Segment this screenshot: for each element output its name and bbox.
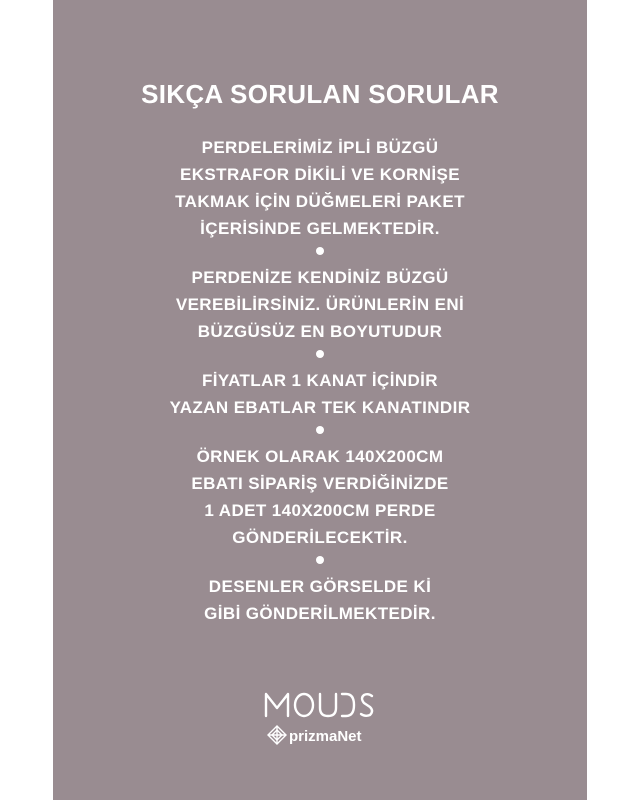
sub-brand-label: prizmaNet [289, 728, 362, 745]
bullet-separator [53, 421, 587, 439]
faq-line: 1 ADET 140X200CM PERDE [204, 501, 436, 520]
bullet-separator [53, 345, 587, 363]
bullet-dot-icon [316, 350, 324, 358]
faq-line: GİBİ GÖNDERİLMEKTEDİR. [204, 604, 436, 623]
faq-line: VEREBİLİRSİNİZ. ÜRÜNLERİN ENİ [175, 295, 465, 314]
brand-logo [53, 686, 587, 762]
faq-line: PERDENİZE KENDİNİZ BÜZGÜ [191, 268, 449, 287]
faq-line: FİYATLAR 1 KANAT İÇİNDİR [202, 371, 438, 390]
faq-item [53, 443, 587, 551]
faq-line: TAKMAK İÇİN DÜĞMELERİ PAKET [175, 192, 465, 211]
prizmanet-icon [268, 726, 286, 744]
faq-line: GÖNDERİLECEKTİR. [232, 528, 408, 547]
page-title: SIKÇA SORULAN SORULAR [141, 79, 499, 109]
faq-item [53, 264, 587, 345]
faq-item [53, 573, 587, 627]
faq-line: DESENLER GÖRSELDE Kİ [208, 577, 432, 596]
faq-line: EKSTRAFOR DİKİLİ VE KORNİŞE [180, 165, 460, 184]
faq-list [53, 134, 587, 627]
faq-line: ÖRNEK OLARAK 140X200CM [196, 447, 444, 466]
faq-line: İÇERİSİNDE GELMEKTEDİR. [200, 219, 440, 238]
faq-line: EBATI SİPARİŞ VERDİĞİNİZDE [191, 474, 449, 493]
bullet-dot-icon [316, 426, 324, 434]
bullet-separator [53, 551, 587, 569]
faq-panel [53, 0, 587, 800]
faq-line: BÜZGÜSÜZ EN BOYUTUDUR [197, 322, 443, 341]
faq-line: YAZAN EBATLAR TEK KANATINDIR [169, 398, 471, 417]
faq-item [53, 134, 587, 242]
bullet-separator [53, 242, 587, 260]
bullet-dot-icon [316, 247, 324, 255]
faq-line: PERDELERİMİZ İPLİ BÜZGÜ [201, 138, 439, 157]
moods-logo-icon [250, 686, 390, 762]
bullet-dot-icon [316, 556, 324, 564]
faq-item [53, 367, 587, 421]
